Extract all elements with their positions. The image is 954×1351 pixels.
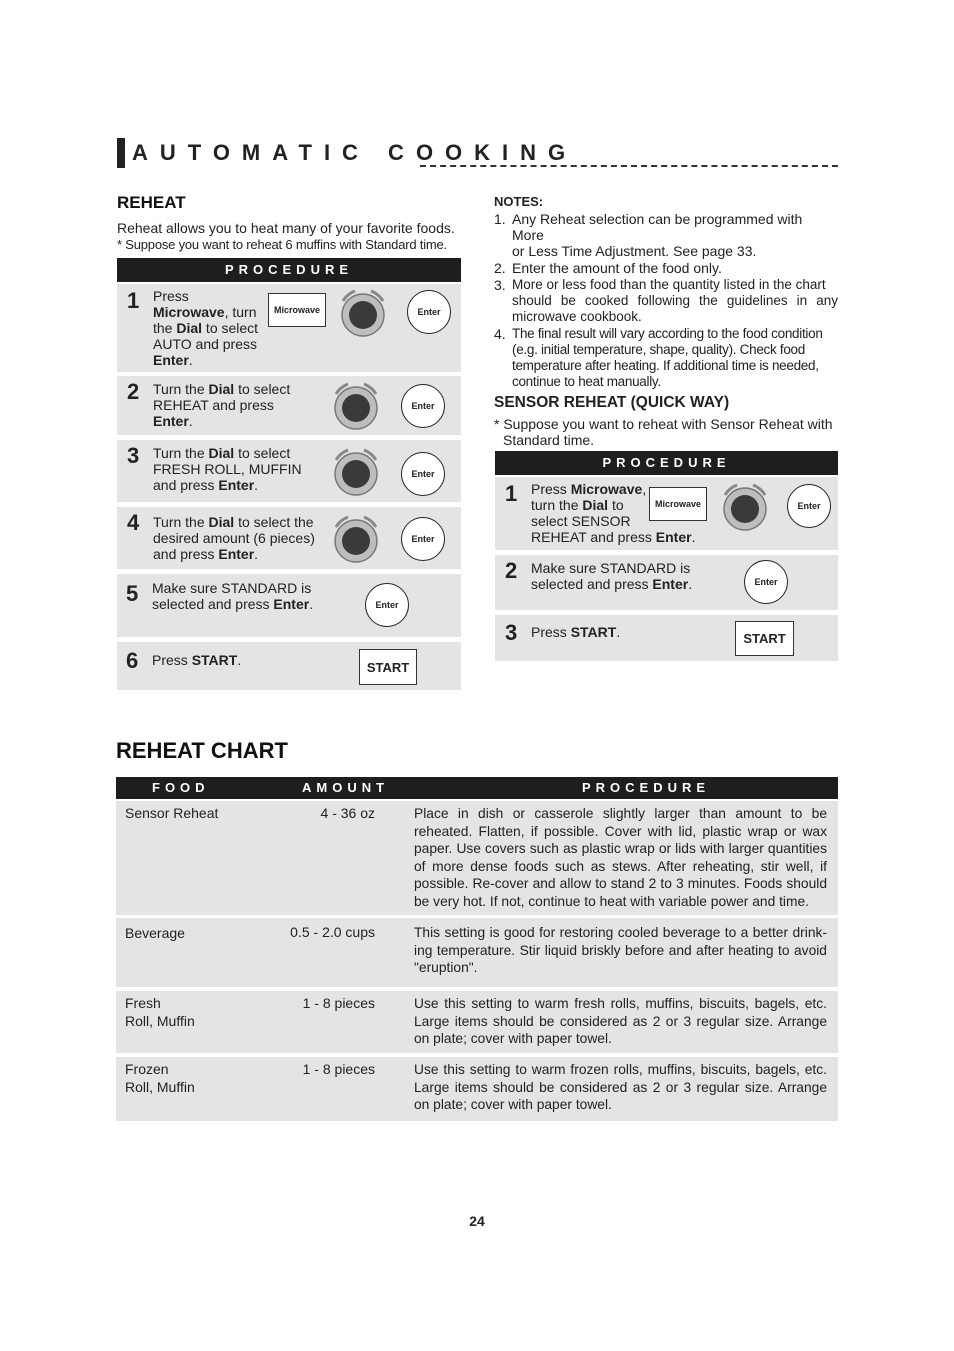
enter-button[interactable]: Enter — [787, 484, 831, 528]
step-text: Turn the Dial to select REHEAT and press Enter. — [153, 381, 291, 429]
reheat-step-4 — [117, 507, 461, 569]
step-number: 1 — [505, 481, 518, 506]
dial-icon[interactable] — [719, 481, 771, 533]
reheat-step-1 — [117, 284, 461, 372]
step-text: Press Microwave, turn the Dial to select AUTO and press Enter. — [153, 288, 259, 368]
start-button[interactable]: START — [359, 649, 417, 685]
step-text: Turn the Dial to select the desired amount (6 pieces) and press Enter. — [153, 514, 315, 562]
enter-button[interactable]: Enter — [407, 290, 451, 334]
table-row — [116, 991, 838, 1053]
amount-cell: 0.5 - 2.0 cups — [290, 924, 375, 940]
procedure-cell: Place in dish or casserole slightly larger than amount to be reheated. Flatten, if possible. Cover with lid, plastic wrap or wax paper. Use covers such as plastic wrap or lids with larger quantities of more dense foods such as stews. After reheating, stir well, if possible. Re-cover and allow to stand 2 to 3 minutes. Foods should be very hot. If not, continue to heat with variable power and time. — [414, 806, 827, 909]
step-number: 2 — [127, 379, 140, 404]
chart-title: REHEAT CHART — [116, 738, 288, 763]
step-text: Press START. — [531, 624, 621, 640]
table-row — [116, 918, 838, 987]
page-number: 24 — [469, 1213, 485, 1229]
step-number: 4 — [127, 510, 140, 535]
step-number: 3 — [505, 620, 518, 645]
food-cell: Beverage — [125, 925, 185, 941]
sensor-step-1 — [495, 477, 838, 550]
reheat-step-6 — [117, 642, 461, 690]
notes-title: NOTES: — [494, 194, 544, 209]
table-row — [116, 1057, 838, 1121]
start-button[interactable]: START — [735, 621, 794, 656]
header-procedure: PROCEDURE — [582, 780, 711, 795]
step-number: 1 — [127, 288, 140, 313]
reheat-step-3 — [117, 440, 461, 502]
dial-icon[interactable] — [330, 513, 382, 565]
step-text: Make sure STANDARD is selected and press Enter. — [531, 560, 693, 592]
sensor-step-2 — [495, 555, 838, 610]
header-bar — [117, 138, 125, 168]
table-row — [116, 801, 838, 915]
header-rule — [420, 165, 838, 167]
step-number: 2 — [505, 558, 518, 583]
amount-cell: 4 - 36 oz — [320, 805, 375, 821]
step-number: 3 — [127, 443, 140, 468]
food-cell: Frozen Roll, Muffin — [125, 1061, 195, 1095]
sensor-suppose: * Suppose you want to reheat with Sensor Reheat with Standard time. — [494, 416, 833, 448]
sensor-step-3 — [495, 615, 838, 661]
reheat-intro: Reheat allows you to heat many of your favorite foods. — [117, 220, 455, 236]
amount-cell: 1 - 8 pieces — [302, 995, 375, 1011]
reheat-step-2 — [117, 376, 461, 435]
food-cell: Fresh Roll, Muffin — [125, 995, 195, 1029]
chart-header-row — [116, 777, 838, 799]
enter-button[interactable]: Enter — [401, 384, 445, 428]
dial-icon[interactable] — [330, 380, 382, 432]
procedure-cell: This setting is good for restoring cooled beverage to a better drink-ing temperature. Stir liquid briskly before and after heating to avoid "eruption". — [414, 925, 827, 975]
dial-icon[interactable] — [330, 446, 382, 498]
notes-list: 1. Any Reheat selection can be programmed with More or Less Time Adjustment. See page 33. 2. Enter the amount of the food only. 3. More or less food than the quantity listed in the chart should be cooked following the guidelines in any microwave cookbook. 4. The final result will vary according to the food condition (e.g. initial temperature, shape, quality). Check food temperature after heating. If additional time is needed, continue to heat manually. — [494, 211, 838, 389]
reheat-step-5 — [117, 574, 461, 637]
step-number: 5 — [126, 581, 139, 606]
step-text: Turn the Dial to select FRESH ROLL, MUFFIN and press Enter. — [153, 445, 302, 493]
amount-cell: 1 - 8 pieces — [302, 1061, 375, 1077]
dial-icon[interactable] — [337, 287, 389, 339]
sensor-title: SENSOR REHEAT (QUICK WAY) — [494, 394, 730, 411]
step-text: Make sure STANDARD is selected and press Enter. — [152, 580, 314, 612]
procedure-cell: Use this setting to warm fresh rolls, muffins, biscuits, bagels, etc. Large items should be considered as 2 or 3 regular size. Arrange on plate; cover with paper towel. — [414, 996, 827, 1046]
reheat-suppose: * Suppose you want to reheat 6 muffins with Standard time. — [117, 237, 447, 252]
step-number: 6 — [126, 648, 139, 673]
food-cell: Sensor Reheat — [125, 805, 219, 821]
microwave-button[interactable]: Microwave — [649, 487, 707, 521]
reheat-procedure-header: PROCEDURE — [117, 258, 461, 282]
step-text: Press START. — [152, 652, 242, 668]
microwave-button[interactable]: Microwave — [268, 293, 326, 327]
step-text: Press Microwave, turn the Dial to select SENSOR REHEAT and press Enter. — [531, 481, 696, 545]
sensor-procedure-header: PROCEDURE — [495, 451, 838, 475]
reheat-title: REHEAT — [117, 193, 186, 212]
enter-button[interactable]: Enter — [744, 560, 788, 604]
procedure-cell: Use this setting to warm frozen rolls, muffins, biscuits, bagels, etc. Large items should be considered as 2 or 3 regular size. Arrange on plate; cover with paper towel. — [414, 1062, 827, 1112]
enter-button[interactable]: Enter — [365, 583, 409, 627]
page-title: AUTOMATIC COOKING — [132, 140, 578, 165]
header-food: FOOD — [152, 780, 210, 795]
header-amount: AMOUNT — [302, 780, 390, 795]
enter-button[interactable]: Enter — [401, 517, 445, 561]
enter-button[interactable]: Enter — [401, 452, 445, 496]
